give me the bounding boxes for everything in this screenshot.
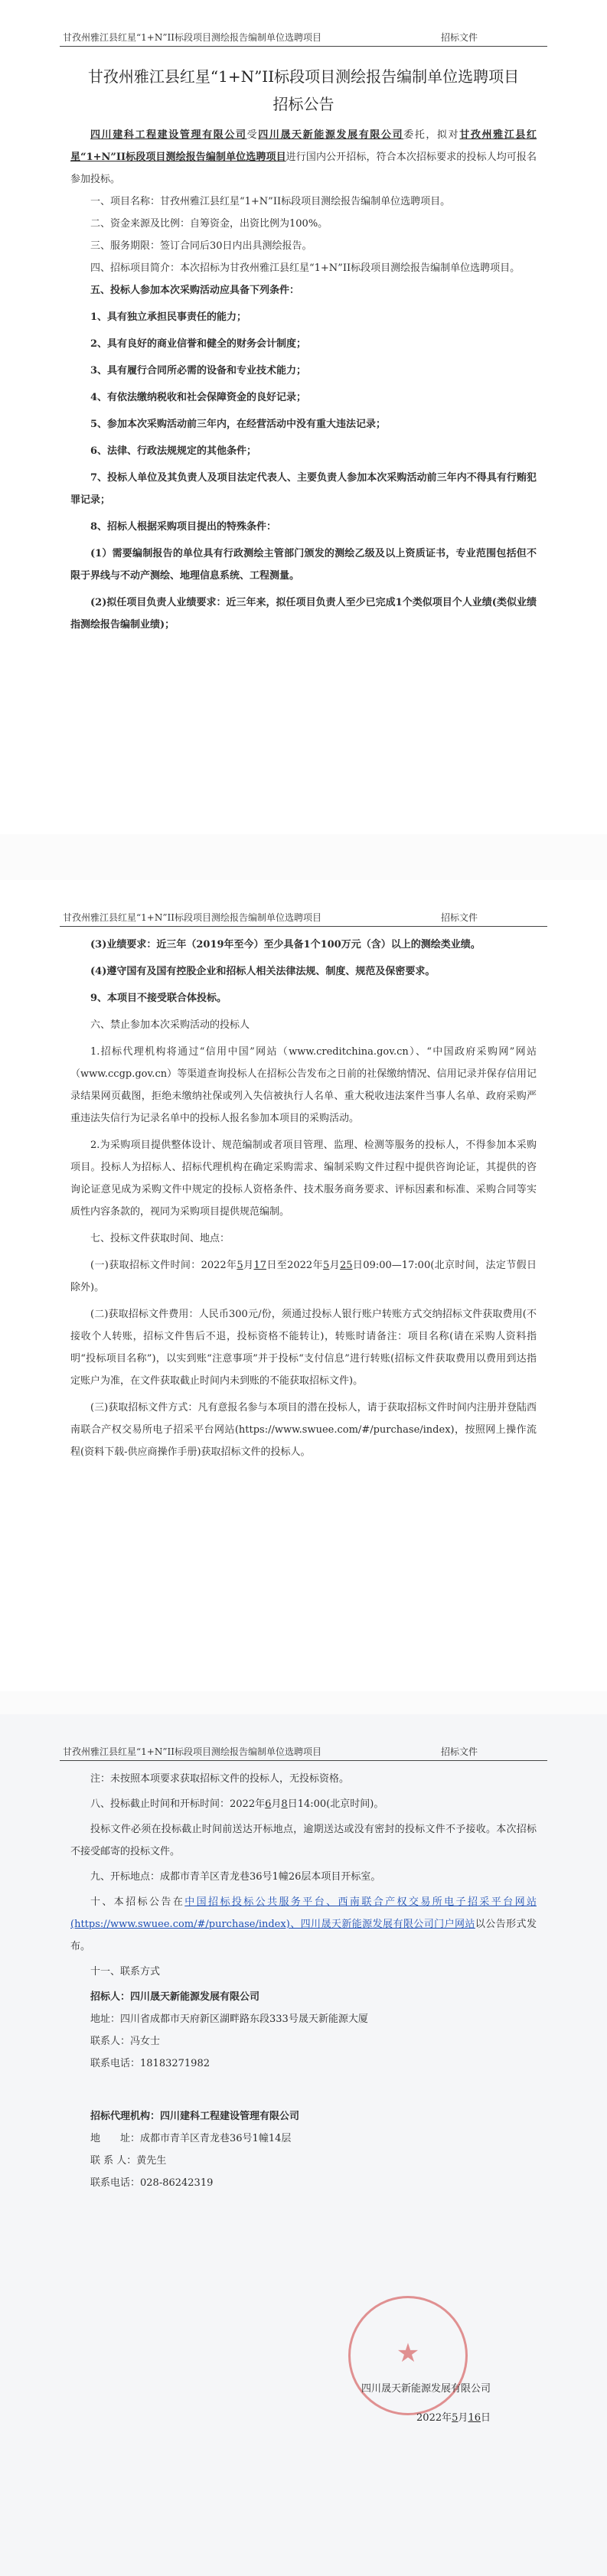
deadline-label: 八、投标截止时间和开标时间： <box>90 1798 230 1810</box>
section-6-para-2: 2.为采购项目提供整体设计、规范编制或者项目管理、监理、检测等服务的投标人，不得参加本采购项目。投标人为招标人、招标代理机构在确定采购需求、编制采购文件过程中提供咨询论证，其提供的咨询论证意见成为采购文件中规定的投标人资格条件、技术服务商务要求、评标因素和标准、采购合同等实质性内容条款的，视同为采购项目提供规范编制。 <box>70 1140 537 1218</box>
tenderer-address: 地址：四川省成都市天府新区湖畔路东段333号晟天新能源大厦 <box>90 2014 368 2025</box>
special-2: (2)拟任项目负责人业绩要求：近三年来，拟任项目负责人至少已完成1个类似项目个人业绩(类似业绩指测绘报告编制业绩)； <box>70 597 537 631</box>
page-1-body <box>70 60 537 636</box>
page-header <box>60 29 547 47</box>
header-doc-type: 招标文件 <box>441 1746 478 1757</box>
page-gap <box>0 1691 607 1714</box>
special-3: (3)业绩要求：近三年（2019年至今）至少具备1个100万元（含）以上的测绘类业绩。 <box>90 939 481 951</box>
condition-2: 2、具有良好的商业信誉和健全的财务会计制度； <box>90 338 307 350</box>
item-9: 9、本项目不接受联合体投标。 <box>90 993 227 1004</box>
special-1: (1）需要编制报告的单位具有行政测绘主管部门颁发的测绘乙级及以上资质证书，专业范围包括但不限于界线与不动产测绘、地理信息系统、工程测量。 <box>70 548 537 582</box>
unit-year: 年 <box>255 1798 266 1810</box>
header-doc-type: 招标文件 <box>441 32 478 43</box>
spacer <box>70 2075 537 2105</box>
page-header <box>60 1743 547 1761</box>
condition-3: 3、具有履行合同所必需的设备和专业技术能力； <box>90 365 307 377</box>
project-name: 甘孜州雅江县红星“1+N”II标段项目测绘报告编制单位选聘项目 <box>70 129 537 163</box>
time-label: (一)获取招标文件时间： <box>90 1260 201 1271</box>
signature-company: 四川晟天新能源发展有限公司 <box>361 2383 491 2395</box>
section-6-para-1: 1.招标代理机构将通过“信用中国”网站（www.creditchina.gov.cn）、“中国政府采购网”网站（www.ccgp.gov.cn）等渠道查询投标人在招标公告发布之日前的社保缴纳情况、信用记录并保存信用记录结果网页截图，拒绝未缴纳社保或列入失信被执行人名单、重大税收违法案件当事人名单、政府采购严重违法失信行为记录名单中的投标人报名参加本项目的采购活动。 <box>70 1046 537 1124</box>
notice-title-line2: 招标公告 <box>272 95 335 113</box>
unit-year: 年 <box>312 1260 323 1271</box>
tenderer-phone: 联系电话：18183271982 <box>90 2058 210 2069</box>
condition-1: 1、具有独立承担民事责任的能力； <box>90 311 247 323</box>
publish-sites-link[interactable]: 中国招标投标公共服务平台、西南联合产权交易所电子招采平台网站(https://www.swuee.com/#/purchase/index)、四川晟天新能源发展有限公司门户网站 <box>70 1896 537 1930</box>
intro-paragraph <box>70 124 537 191</box>
section-7-title: 七、投标文件获取时间、地点： <box>90 1233 230 1244</box>
item-1: 一、项目名称：甘孜州雅江县红星“1+N”II标段项目测绘报告编制单位选聘项目。 <box>90 196 451 207</box>
unit-day: 日 <box>352 1260 364 1271</box>
header-doc-type: 招标文件 <box>441 912 478 923</box>
header-title: 甘孜州雅江县红星“1+N”II标段项目测绘报告编制单位选聘项目 <box>63 32 321 43</box>
section-7-time <box>70 1254 537 1299</box>
end-month: 5 <box>322 1260 330 1271</box>
condition-7: 7、投标人单位及其负责人及项目法定代表人、主要负责人参加本次采购活动前三年内不得具有行贿犯罪记录； <box>70 472 537 506</box>
page-2-body <box>70 934 537 1463</box>
sign-month: 5 <box>452 2412 459 2424</box>
start-year: 2022 <box>201 1260 227 1271</box>
intro-text-3: 进行国内公开招标，符合本次招标要求的投标人均可报名参加投标。 <box>70 152 537 185</box>
agency-phone: 联系电话：028-86242319 <box>90 2177 214 2189</box>
agency-name: 招标代理机构：四川建科工程建设管理有限公司 <box>90 2111 300 2122</box>
deadline-day: 8 <box>281 1798 288 1810</box>
unit-day: 日 <box>480 2412 491 2424</box>
notice-title <box>70 63 537 118</box>
unit-month: 月 <box>271 1798 282 1810</box>
unit-year: 年 <box>442 2412 452 2424</box>
section-11-title: 十一、联系方式 <box>90 1966 161 1978</box>
header-title: 甘孜州雅江县红星“1+N”II标段项目测绘报告编制单位选聘项目 <box>63 1746 321 1757</box>
item-4: 四、招标项目简介：本次招标为甘孜州雅江县红星“1+N”II标段项目测绘报告编制单位选聘项目。 <box>90 262 521 274</box>
publish-label: 十、本招标公告在 <box>90 1896 185 1908</box>
deadline-tail: 14:00(北京时间)。 <box>297 1798 384 1810</box>
section-10 <box>70 1891 537 1958</box>
note-line: 注：未按照本项要求获取招标文件的投标人，无投标资格。 <box>90 1773 350 1785</box>
tenderer-name: 招标人：四川晟天新能源发展有限公司 <box>90 1991 260 2003</box>
unit-month: 月 <box>329 1260 340 1271</box>
publish-tail: 以公告形式发布。 <box>70 1919 537 1952</box>
conditions-title: 五、投标人参加本次采购活动应具备下列条件： <box>90 285 300 296</box>
deadline-month: 6 <box>265 1798 272 1810</box>
page-header <box>60 909 547 927</box>
unit-month: 月 <box>243 1260 254 1271</box>
unit-month: 月 <box>458 2412 468 2424</box>
end-year: 2022 <box>287 1260 313 1271</box>
company-seal <box>348 2296 468 2415</box>
page-gap <box>0 834 607 880</box>
section-7-fee: (二)获取招标文件费用：人民币300元/份，须通过投标人银行账户转账方式交纳招标文件获取费用(不接收个人转账，招标文件售后不退，投标资格不能转让)，转账时请备注：项目名称(请在采购人资料指明“投标项目名称”)，以实到账“注意事项”并于投标“支付信息”进行转账(招标文件获取费用以费用到达指定账户为准，在文件获取截止时间内未到账的不能获取招标文件)。 <box>70 1309 537 1387</box>
agent-name: 四川建科工程建设管理有限公司 <box>90 129 247 141</box>
page-1 <box>0 0 607 834</box>
page-2 <box>0 880 607 1691</box>
owner-name: 四川晟天新能源发展有限公司 <box>258 129 404 141</box>
notice-title-line1: 甘孜州雅江县红星“1+N”II标段项目测绘报告编制单位选聘项目 <box>87 67 520 86</box>
section-6-title: 六、禁止参加本次采购活动的投标人 <box>90 1019 250 1031</box>
start-month: 5 <box>237 1260 243 1271</box>
sign-day: 16 <box>468 2412 481 2424</box>
end-day: 25 <box>339 1260 353 1271</box>
intro-text-2: 委托，拟对 <box>403 129 460 141</box>
page-3 <box>0 1714 607 2576</box>
tenderer-contact: 联系人：冯女士 <box>90 2036 161 2047</box>
item-3: 三、服务期限：签订合同后30日内出具测绘报告。 <box>90 240 312 252</box>
agency-address: 地 址：成都市青羊区青龙巷36号1幢14层 <box>90 2133 292 2144</box>
special-4: (4)遵守国有及国有控股企业和招标人相关法律法规、制度、规范及保密要求。 <box>90 966 436 977</box>
section-9: 九、开标地点：成都市青羊区青龙巷36号1幢26层本项目开标室。 <box>90 1871 381 1883</box>
intro-text-1: 受 <box>246 129 259 141</box>
section-7-method: (三)获取招标文件方式：凡有意报名参与本项目的潜在投标人，请于获取招标文件时间内注册并登陆西南联合产权交易所电子招采平台网站(https://www.swuee.com/#/purchase/index)，按照网上操作流程(资料下载-供应商操作手册)获取招标文件的投标人。 <box>70 1402 537 1458</box>
unit-year: 年 <box>226 1260 237 1271</box>
item-2: 二、资金来源及比例：自筹资金，出资比例为100%。 <box>90 218 328 230</box>
condition-4: 4、有依法缴纳税收和社会保障资金的良好记录； <box>90 392 307 403</box>
section-8 <box>70 1793 537 1815</box>
page-3-body <box>70 1768 537 2194</box>
section-8-note: 投标文件必须在投标截止时间前送达开标地点，逾期送达或没有密封的投标文件不予接收。本次招标不接受邮寄的投标文件。 <box>70 1824 537 1857</box>
agency-contact: 联 系 人：黄先生 <box>90 2155 167 2167</box>
signature-date <box>416 2409 491 2424</box>
condition-6: 6、法律、行政法规规定的其他条件； <box>90 445 257 457</box>
unit-to: 日至 <box>266 1260 288 1271</box>
time-tail: 09:00—17:00(北京时间，法定节假日除外)。 <box>70 1260 537 1293</box>
deadline-year: 2022 <box>230 1798 256 1810</box>
start-day: 17 <box>253 1260 266 1271</box>
unit-day: 日 <box>287 1798 298 1810</box>
seal-star-icon: ★ <box>396 2338 420 2369</box>
condition-5: 5、参加本次采购活动前三年内，在经营活动中没有重大违法记录； <box>90 419 387 430</box>
condition-8: 8、招标人根据采购项目提出的特殊条件： <box>90 521 277 533</box>
header-title: 甘孜州雅江县红星“1+N”II标段项目测绘报告编制单位选聘项目 <box>63 912 321 923</box>
sign-year: 2022 <box>416 2412 442 2424</box>
